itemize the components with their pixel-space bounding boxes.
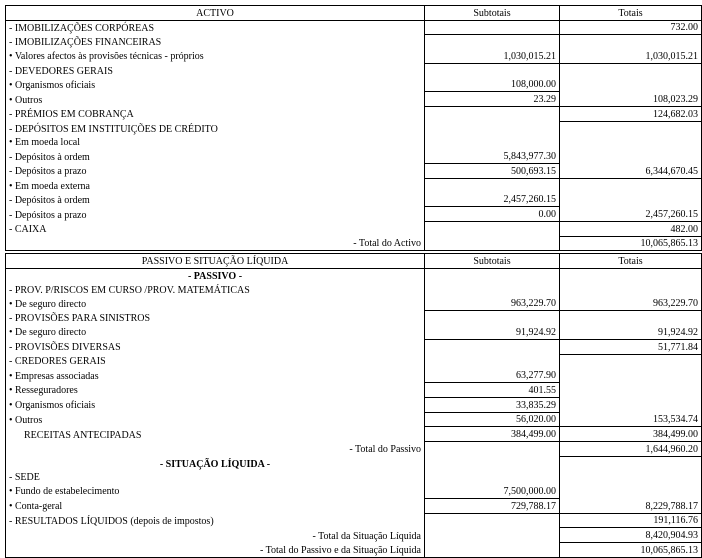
activo-header-totais: Totais [560,6,702,21]
row-total: 2,457,260.15 [560,207,702,222]
row-total [560,311,702,325]
row-total: 963,229.70 [560,297,702,311]
passivo-row [6,311,702,325]
row-subtotal [425,513,560,528]
row-subtotal [425,471,560,485]
row-label: - IMOBILIZAÇÕES FINANCEIRAS [6,35,425,49]
passivo-row [6,397,702,412]
row-subtotal: 500,693.15 [425,164,560,179]
row-label: - PRÉMIOS EM COBRANÇA [6,107,425,122]
activo-row [6,193,702,207]
row-total [560,121,702,135]
activo-header-subtotais: Subtotais [425,6,560,21]
row-total [560,35,702,49]
balance-sheet [5,5,702,558]
row-label: • Outros [6,92,425,107]
balance-table [5,5,702,558]
row-label: • Valores afectos às provisões técnicas - próprios [6,49,425,63]
row-subtotal [425,35,560,49]
row-subtotal [425,63,560,77]
activo-header-label: ACTIVO [6,6,425,21]
row-label: - Depósitos a prazo [6,207,425,222]
activo-row [6,107,702,122]
total-situacao-value: 8,420,904.93 [560,528,702,543]
row-subtotal: 401.55 [425,383,560,398]
total-activo-label: - Total do Activo [6,236,425,251]
grand-total-label: - Total do Passivo e da Situação Líquida [6,543,425,558]
row-subtotal [425,121,560,135]
situacao-section-heading [6,456,702,470]
row-label: - DEPÓSITOS EM INSTITUIÇÕES DE CRÉDITO [6,121,425,135]
row-total [560,63,702,77]
row-subtotal [425,311,560,325]
row-subtotal [425,236,560,251]
activo-row [6,20,702,35]
row-subtotal: 91,924.92 [425,325,560,339]
row-total: 124,682.03 [560,107,702,122]
total-activo-value: 10,065,865.13 [560,236,702,251]
row-subtotal [425,339,560,354]
row-label: RECEITAS ANTECIPADAS [6,427,425,442]
passivo-row [6,383,702,398]
row-subtotal: 56,020.00 [425,412,560,427]
row-subtotal: 33,835.29 [425,397,560,412]
row-label: - SEDE [6,471,425,485]
row-total [560,283,702,297]
situacao-total-row [6,528,702,543]
row-subtotal: 1,030,015.21 [425,49,560,63]
row-label: • De seguro directo [6,297,425,311]
row-subtotal [425,136,560,150]
row-label: • Empresas associadas [6,368,425,382]
row-total: 732.00 [560,20,702,35]
passivo-section-heading [6,269,702,283]
activo-row [6,35,702,49]
activo-row [6,207,702,222]
row-total [560,397,702,412]
row-subtotal [425,283,560,297]
activo-row [6,136,702,150]
row-total: 191,116.76 [560,513,702,528]
row-subtotal [425,442,560,457]
row-subtotal [425,269,560,283]
activo-row [6,149,702,163]
row-subtotal: 0.00 [425,207,560,222]
row-label: - Depósitos à ordem [6,193,425,207]
passivo-row [6,498,702,513]
passivo-row [6,471,702,485]
row-subtotal [425,107,560,122]
activo-row [6,49,702,63]
passivo-row [6,354,702,368]
row-subtotal: 63,277.90 [425,368,560,382]
activo-row [6,121,702,135]
row-subtotal [425,178,560,192]
row-label: • Em moeda externa [6,178,425,192]
activo-row [6,92,702,107]
activo-row [6,63,702,77]
row-label: • Fundo de estabelecimento [6,484,425,498]
row-subtotal [425,456,560,470]
row-total: 6,344,670.45 [560,164,702,179]
row-total [560,178,702,192]
row-total: 384,499.00 [560,427,702,442]
row-label: • Organismos oficiais [6,397,425,412]
row-label: - RESULTADOS LÍQUIDOS (depois de impostos) [6,513,425,528]
row-subtotal: 23.29 [425,92,560,107]
row-subtotal [425,20,560,35]
row-total: 482.00 [560,222,702,237]
row-total [560,383,702,398]
passivo-row [6,325,702,339]
row-subtotal [425,528,560,543]
row-subtotal [425,222,560,237]
passivo-row [6,484,702,498]
row-total: 153,534.74 [560,412,702,427]
row-label: • Outros [6,412,425,427]
row-label: - CREDORES GERAIS [6,354,425,368]
row-total: 8,229,788.17 [560,498,702,513]
row-subtotal: 2,457,260.15 [425,193,560,207]
activo-total-row [6,236,702,251]
row-label: • Organismos oficiais [6,78,425,92]
passivo-row [6,412,702,427]
passivo-row [6,427,702,442]
row-total [560,269,702,283]
row-label: - Depósitos à ordem [6,149,425,163]
grand-total-row [6,543,702,558]
row-total [560,193,702,207]
activo-row [6,178,702,192]
row-subtotal: 963,229.70 [425,297,560,311]
total-passivo-value: 1,644,960.20 [560,442,702,457]
activo-header-row [6,6,702,21]
row-total [560,368,702,382]
row-label: • De seguro directo [6,325,425,339]
passivo-header-row [6,254,702,269]
row-total [560,149,702,163]
row-subtotal [425,543,560,558]
row-total: 51,771.84 [560,339,702,354]
row-label: • Resseguradores [6,383,425,398]
passivo-header-subtotais: Subtotais [425,254,560,269]
activo-row [6,222,702,237]
row-label: • Conta-geral [6,498,425,513]
row-subtotal: 729,788.17 [425,498,560,513]
row-total: 91,924.92 [560,325,702,339]
row-total [560,136,702,150]
row-label: - PROVISÕES DIVERSAS [6,339,425,354]
passivo-header-totais: Totais [560,254,702,269]
row-label: • Em moeda local [6,136,425,150]
row-total [560,484,702,498]
row-label: - Depósitos a prazo [6,164,425,179]
passivo-header-label: PASSIVO E SITUAÇÃO LÍQUIDA [6,254,425,269]
row-subtotal: 7,500,000.00 [425,484,560,498]
passivo-row [6,283,702,297]
row-total [560,354,702,368]
passivo-row [6,339,702,354]
row-label: - PROV. P/RISCOS EM CURSO /PROV. MATEMÁTICAS [6,283,425,297]
row-subtotal: 108,000.00 [425,78,560,92]
passivo-row [6,368,702,382]
passivo-row [6,297,702,311]
row-subtotal: 5,843,977.30 [425,149,560,163]
row-label: - DEVEDORES GERAIS [6,63,425,77]
total-passivo-label: - Total do Passivo [6,442,425,457]
section-heading-passivo: - PASSIVO - [6,269,425,283]
row-total [560,456,702,470]
grand-total-value: 10,065,865.13 [560,543,702,558]
activo-row [6,164,702,179]
total-situacao-label: - Total da Situação Líquida [6,528,425,543]
section-heading-situacao: - SITUAÇÃO LÍQUIDA - [6,456,425,470]
row-total [560,471,702,485]
row-label: - IMOBILIZAÇÕES CORPÓREAS [6,20,425,35]
row-subtotal: 384,499.00 [425,427,560,442]
row-total: 1,030,015.21 [560,49,702,63]
passivo-total-row [6,442,702,457]
passivo-row [6,513,702,528]
row-label: - CAIXA [6,222,425,237]
row-total: 108,023.29 [560,92,702,107]
activo-row [6,78,702,92]
row-subtotal [425,354,560,368]
row-label: - PROVISÕES PARA SINISTROS [6,311,425,325]
row-total [560,78,702,92]
